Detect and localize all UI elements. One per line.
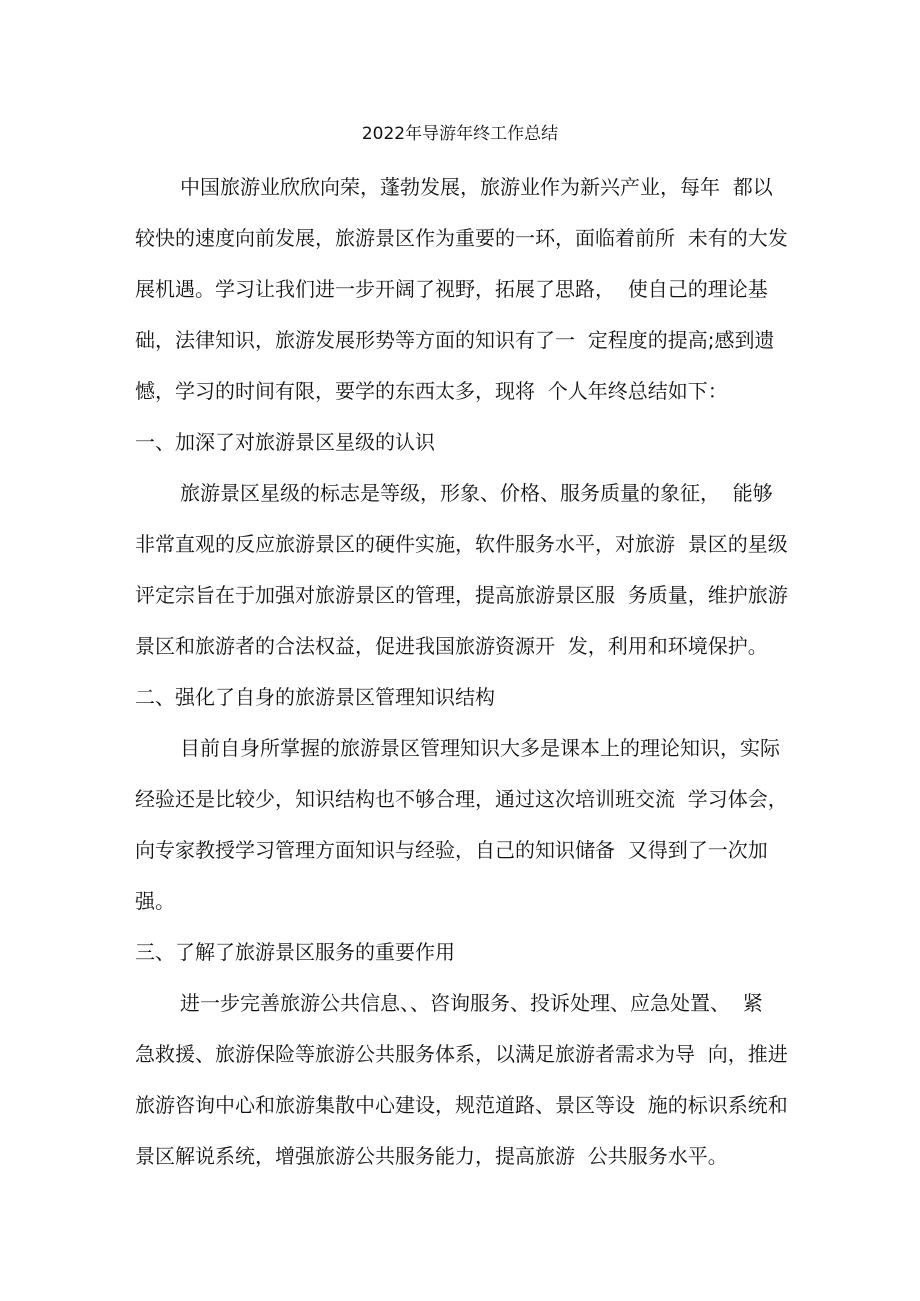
section-line: 景区和旅游者的合法权益，促进我国旅游资源开 发，利用和环境保护。 xyxy=(135,634,768,658)
intro-line: 中国旅游业欣欣向荣，蓬勃发展，旅游业作为新兴产业，每年 都以 xyxy=(180,175,773,199)
section-line: 急救援、旅游保险等旅游公共服务体系，以满足旅游者需求为导 向，推进 xyxy=(135,1042,788,1066)
intro-line: 础，法律知识，旅游发展形势等方面的知识有了一 定程度的提高;感到遗 xyxy=(135,328,775,352)
section-heading: 三、了解了旅游景区服务的重要作用 xyxy=(135,940,455,964)
intro-line: 展机遇。学习让我们进一步开阔了视野，拓展了思路， 使自己的理论基 xyxy=(135,277,768,301)
section-line: 经验还是比较少，知识结构也不够合理，通过这次培训班交流 学习体会， xyxy=(135,787,788,811)
section-line: 强。 xyxy=(135,889,175,913)
section-line: 目前自身所掌握的旅游景区管理知识大多是课本上的理论知识，实际 xyxy=(180,736,780,760)
section-line: 景区解说系统，增强旅游公共服务能力，提高旅游 公共服务水平。 xyxy=(135,1144,728,1168)
intro-line: 较快的速度向前发展，旅游景区作为重要的一环，面临着前所 未有的大发 xyxy=(135,226,788,250)
section-line: 评定宗旨在于加强对旅游景区的管理，提高旅游景区服 务质量，维护旅游 xyxy=(135,583,788,607)
section-line: 进一步完善旅游公共信息、、咨询服务、投诉处理、应急处置、 紧 xyxy=(180,991,763,1015)
section-line: 旅游咨询中心和旅游集散中心建设，规范道路、景区等设 施的标识系统和 xyxy=(135,1093,788,1117)
document-title: 2022年导游年终工作总结 xyxy=(361,124,559,144)
intro-line: 憾，学习的时间有限，要学的东西太多，现将 个人年终总结如下： xyxy=(135,379,728,403)
section-line: 向专家教授学习管理方面知识与经验，自己的知识储备 又得到了一次加 xyxy=(135,838,768,862)
section-heading: 一、加深了对旅游景区星级的认识 xyxy=(135,430,435,454)
section-line: 非常直观的反应旅游景区的硬件实施，软件服务水平，对旅游 景区的星级 xyxy=(135,532,788,556)
section-heading: 二、强化了自身的旅游景区管理知识结构 xyxy=(135,685,495,709)
section-line: 旅游景区星级的标志是等级，形象、价格、服务质量的象征， 能够 xyxy=(180,481,773,505)
